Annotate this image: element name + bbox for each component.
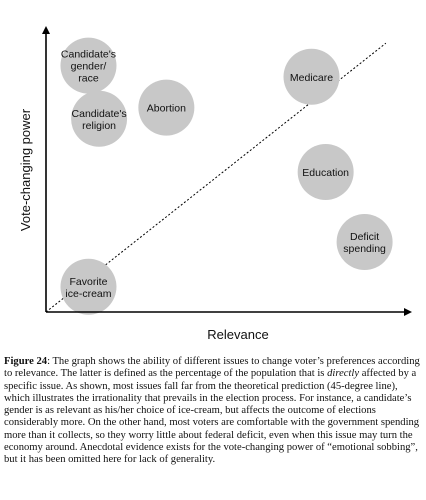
figure-caption <box>4 356 422 467</box>
caption-text-2: affected by a specific issue. As shown, most issues fall far from the theoretical prediction (45-degree line), which illustrates the irrationality that prevails in the election process. For instance, a candidate’s gender is as relevant as his/her choice of ice-cream, but affects the outcome of elections considerably more. On the other hand, most voters are comfortable with the government spending more than it collects, so they worry little about federal deficit, even when this issue may turn the economy around. Anecdotal evidence exists for the vote-changing power of “emotional sobbing”, but it has been omitted here for lack of generality. <box>4 368 420 466</box>
bubble-label-line: gender/ <box>70 60 107 73</box>
figure-ref: Figure 24 <box>4 356 48 367</box>
bubble-label-line: religion <box>82 119 117 132</box>
bubble-label-favorite-ice-cream <box>65 276 111 300</box>
bubble-label-line: Deficit <box>350 231 380 243</box>
bubble-label-line: Candidate's <box>60 48 117 61</box>
bubble-label-line: Favorite <box>69 275 108 288</box>
bubble-label-medicare <box>290 72 333 84</box>
bubble-label-line: spending <box>343 243 386 255</box>
x-axis-label: Relevance <box>207 327 269 342</box>
caption-emphasis: directly <box>327 368 360 380</box>
bubble-label-line: Medicare <box>289 71 334 84</box>
bubble-label-line: Abortion <box>146 102 186 115</box>
bubbles <box>60 38 392 315</box>
bubble-label-education <box>302 167 349 179</box>
bubble-label-line: race <box>78 72 99 85</box>
bubble-label-line: Candidate's <box>71 107 127 120</box>
caption-text-1: : The graph shows the ability of different issues to change voter’s preferences according to relevance. The latter is defined as the percentage of the population that is <box>4 356 420 380</box>
y-axis-label: Vote-changing power <box>18 108 33 232</box>
bubble-label-abortion <box>147 103 186 115</box>
bubble-label-line: Education <box>302 167 350 179</box>
bubble-label-line: ice-cream <box>65 287 112 300</box>
